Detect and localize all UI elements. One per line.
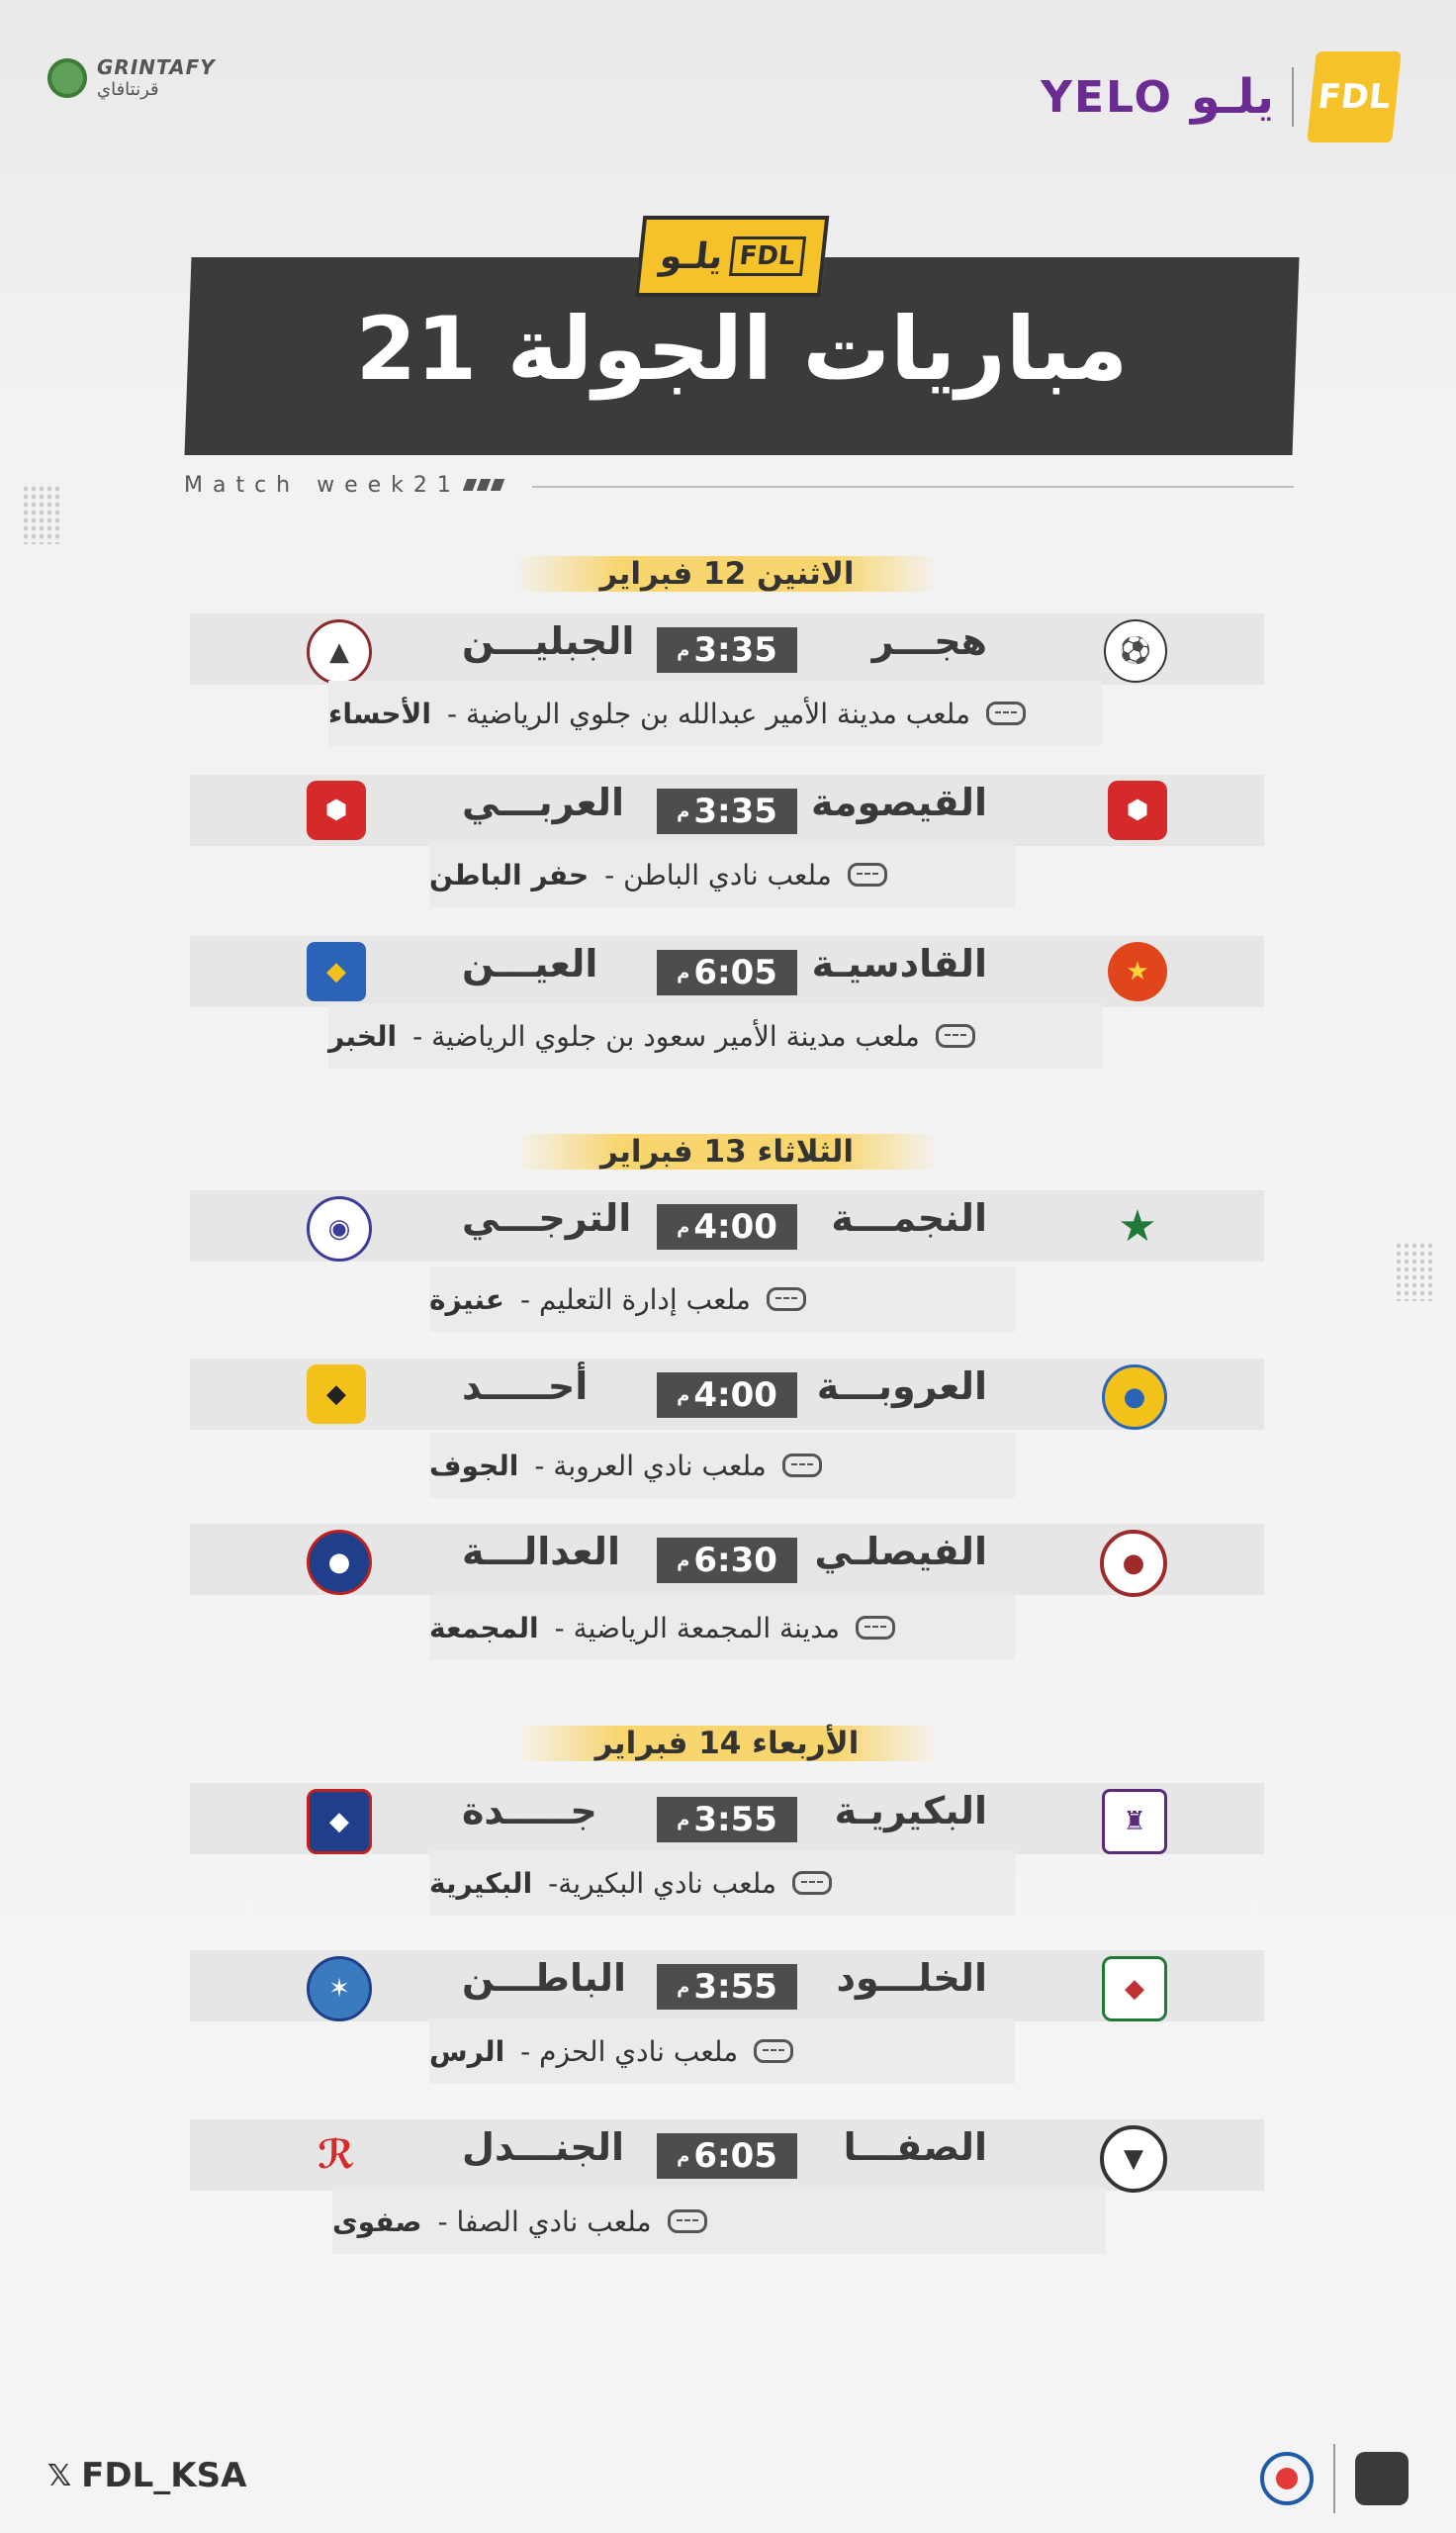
- partner-logos: [1260, 2444, 1409, 2513]
- home-team: الصفـــا: [843, 2125, 987, 2169]
- grintafy-logo: [47, 57, 216, 99]
- grintafy-ball-icon: [47, 58, 87, 98]
- partner-logo-circle: [1260, 2452, 1314, 2505]
- venue-city: الخبر: [328, 1019, 398, 1053]
- venue-name: ملعب إدارة التعليم -: [519, 1282, 751, 1316]
- stadium-icon: [792, 1871, 832, 1895]
- dots-pattern-left: [22, 485, 61, 544]
- away-team: العيـــن: [462, 942, 598, 985]
- match-time: م 4:00: [657, 1372, 797, 1418]
- venue-name: مدينة المجمعة الرياضية -: [554, 1611, 840, 1644]
- venue-name: ملعب نادي البكيرية-: [548, 1866, 776, 1900]
- venue-row: [429, 1595, 1015, 1660]
- home-team: النجمـــة: [831, 1196, 987, 1240]
- team-crest-icon: ▼: [1100, 2125, 1167, 2193]
- sponsor-divider: [1292, 67, 1294, 127]
- match-time: م 6:05: [657, 2133, 797, 2179]
- yelo-en-logo: YELO: [1041, 71, 1173, 123]
- team-crest-icon: ♜: [1102, 1789, 1167, 1854]
- page-title: مباريات الجولة 21: [355, 298, 1129, 400]
- match-time: م 3:35: [657, 789, 797, 834]
- handle-text: FDL_KSA: [81, 2456, 247, 2495]
- match-row: [190, 613, 1264, 685]
- away-team: أحـــــد: [462, 1364, 589, 1408]
- match-row: [190, 936, 1264, 1007]
- team-crest-icon: ◆: [307, 942, 366, 1001]
- venue-city: الجوف: [429, 1449, 519, 1482]
- venue-name: ملعب نادي الصفا -: [437, 2205, 652, 2238]
- team-crest-icon: ●: [1102, 1364, 1167, 1430]
- match-time: م 3:55: [657, 1797, 797, 1842]
- team-crest-icon: ●: [307, 1530, 372, 1595]
- banner-tag: [635, 216, 830, 297]
- stadium-icon: [848, 863, 887, 887]
- venue-name: ملعب نادي الباطن -: [604, 858, 832, 891]
- match-row: [190, 1783, 1264, 1854]
- x-logo-icon: 𝕏: [47, 2458, 72, 2493]
- venue-name: ملعب نادي الحزم -: [520, 2034, 739, 2068]
- stadium-icon: [856, 1616, 895, 1640]
- venue-name: ملعب مدينة الأمير سعود بن جلوي الرياضية -: [412, 1019, 920, 1053]
- home-team: البكيريـة: [834, 1789, 987, 1832]
- dots-pattern-right: [1395, 1242, 1434, 1301]
- team-crest-icon: ⚽: [1104, 619, 1167, 683]
- team-crest-icon: ◆: [307, 1364, 366, 1424]
- match-week-bars: [465, 479, 502, 491]
- team-crest-icon: ●: [1100, 1530, 1167, 1597]
- match-row: [190, 2119, 1264, 2191]
- venue-row: [429, 2018, 1015, 2084]
- home-team: هجـــر: [871, 619, 987, 663]
- away-team: الجبليـــن: [462, 619, 635, 663]
- yelo-ar-logo: يلـو: [1190, 69, 1274, 125]
- venue-row: [328, 681, 1102, 746]
- stadium-icon: [936, 1024, 975, 1048]
- venue-city: الأحساء: [328, 697, 431, 730]
- match-row: [190, 1950, 1264, 2021]
- venue-city: الرس: [429, 2034, 505, 2068]
- team-crest-icon: ◆: [307, 1789, 372, 1854]
- away-team: العدالـــة: [462, 1530, 620, 1573]
- match-time: م 3:55: [657, 1964, 797, 2010]
- team-crest-icon: ⬢: [307, 781, 366, 840]
- venue-row: [328, 1003, 1102, 1069]
- venue-city: المجمعة: [429, 1611, 539, 1644]
- social-handle[interactable]: [47, 2456, 246, 2495]
- banner-tag-fdl: FDL: [728, 236, 805, 276]
- team-crest-icon: ⬢: [1108, 781, 1167, 840]
- venue-row: [429, 1433, 1015, 1498]
- team-crest-icon: ★: [1118, 1200, 1157, 1252]
- home-team: القادسيـة: [811, 942, 987, 985]
- team-crest-icon: ★: [1108, 942, 1167, 1001]
- venue-row: [332, 2189, 1106, 2254]
- match-time: م 6:05: [657, 950, 797, 995]
- venue-city: حفر الباطن: [429, 858, 590, 891]
- stadium-icon: [782, 1454, 822, 1477]
- home-team: العروبـــة: [816, 1364, 987, 1408]
- day-header: الاثنين 12 فبراير: [514, 556, 940, 592]
- stadium-icon: [986, 702, 1026, 725]
- team-crest-icon: ▲: [307, 619, 372, 685]
- stadium-icon: [754, 2039, 793, 2063]
- venue-row: [429, 1266, 1015, 1332]
- match-time: م 3:35: [657, 627, 797, 673]
- match-row: [190, 1524, 1264, 1595]
- match-time: م 4:00: [657, 1204, 797, 1250]
- home-team: القيصومة: [811, 781, 987, 824]
- match-week-label: Match week21: [184, 473, 461, 498]
- sponsor-logos: [1041, 51, 1397, 142]
- home-team: الخلـــود: [836, 1956, 987, 2000]
- team-crest-icon: ✶: [307, 1956, 372, 2021]
- match-row: [190, 775, 1264, 846]
- team-crest-icon: ℛ: [318, 2132, 355, 2178]
- away-team: العربـــي: [462, 781, 625, 824]
- match-row: [190, 1359, 1264, 1430]
- banner-tag-ar: يلـو: [658, 235, 725, 277]
- day-header: الثلاثاء 13 فبراير: [514, 1134, 940, 1170]
- venue-row: [429, 1850, 1015, 1916]
- away-team: الجنـــدل: [462, 2125, 625, 2169]
- venue-row: [429, 842, 1015, 907]
- grintafy-ar-text: قرنتافاي: [97, 79, 159, 100]
- venue-name: ملعب نادي العروبة -: [534, 1449, 767, 1482]
- partner-divider: [1333, 2444, 1335, 2513]
- match-row: [190, 1190, 1264, 1262]
- match-time: م 6:30: [657, 1538, 797, 1583]
- fdl-logo: FDL: [1307, 51, 1402, 142]
- stadium-icon: [767, 1287, 806, 1311]
- match-week-line: [532, 486, 1294, 488]
- home-team: الفيصلـي: [814, 1530, 987, 1573]
- partner-logo-square: [1355, 2452, 1409, 2505]
- day-header: الأربعاء 14 فبراير: [514, 1726, 940, 1761]
- venue-name: ملعب مدينة الأمير عبدالله بن جلوي الرياضية -: [446, 697, 971, 730]
- venue-city: البكيرية: [429, 1866, 533, 1900]
- team-crest-icon: ◆: [1102, 1956, 1167, 2021]
- team-crest-icon: ◉: [307, 1196, 372, 1262]
- away-team: الباطـــن: [462, 1956, 627, 2000]
- away-team: الترجـــي: [462, 1196, 632, 1240]
- grintafy-en-text: GRINTAFY: [97, 55, 216, 79]
- venue-city: عنيزة: [429, 1282, 504, 1316]
- stadium-icon: [668, 2209, 707, 2233]
- away-team: جـــــدة: [462, 1789, 597, 1832]
- venue-city: صفوى: [332, 2205, 422, 2238]
